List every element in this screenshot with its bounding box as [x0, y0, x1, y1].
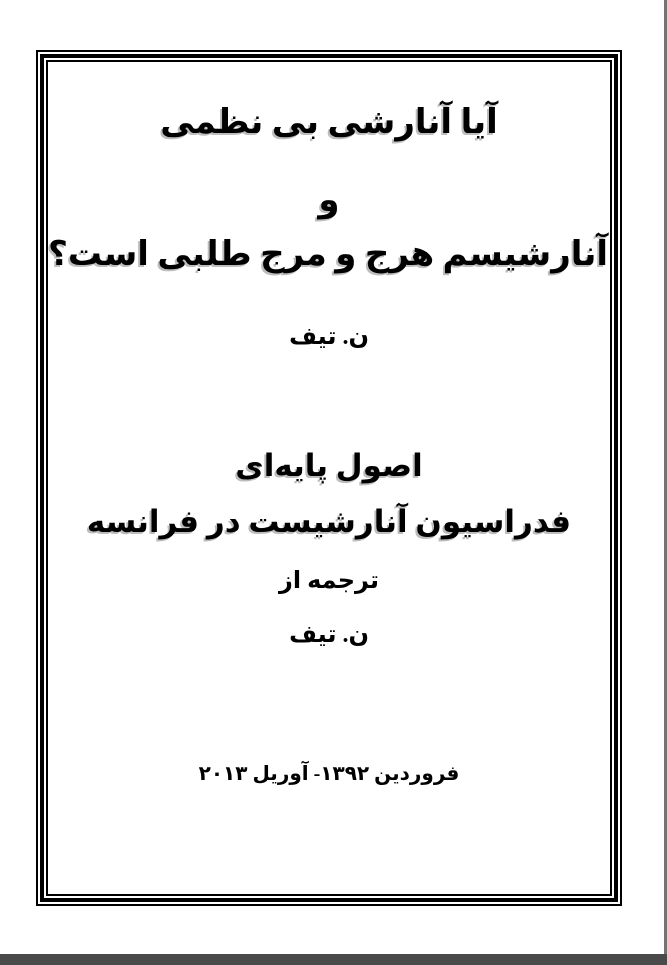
translator-name: ن. تیف	[289, 622, 369, 648]
title-line-2-conjunction: و	[318, 182, 340, 219]
translation-label: ترجمه از	[279, 568, 379, 594]
page-frame	[36, 50, 622, 906]
author-name: ن. تیف	[289, 324, 369, 350]
subtitle-line-1: اصول پایه‌ای	[235, 448, 423, 483]
date-line: فروردین ۱۳۹۲- آوریل ۲۰۱۳	[198, 763, 460, 785]
title-line-1: آیا آنارشی بی نظمی	[160, 104, 498, 141]
title-line-3: آنارشیسم هرج و مرج طلبی است؟	[48, 236, 608, 273]
page-separator-bar	[0, 954, 667, 965]
subtitle-line-2: فدراسیون آنارشیست در فرانسه	[86, 504, 572, 539]
